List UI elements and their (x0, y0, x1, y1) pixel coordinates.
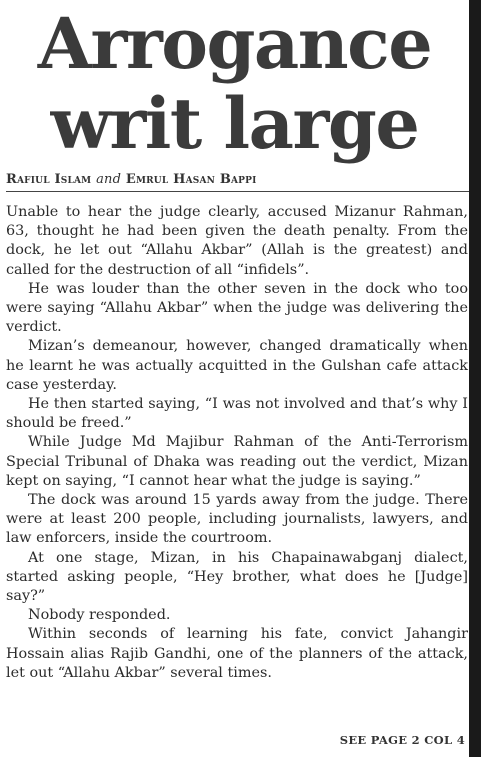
page-edge-border (469, 0, 481, 757)
paragraph-9: Within seconds of learning his fate, convict Jahangir Hossain alias Rajib Gandhi, one of the planners of the attack, let out “Allahu Akbar” several times. (6, 626, 468, 681)
paragraph-2: He was louder than the other seven in the dock who too were saying “Allahu Akbar” when the judge was delivering the verdict. (6, 280, 468, 336)
byline-conjunction: and (96, 172, 122, 187)
headline-line-1: Arrogance (37, 2, 432, 85)
paragraph-7: At one stage, Mizan, in his Chapainawabganj dialect, started asking people, “Hey brother, what does he [Judge] say?” (6, 549, 468, 605)
headline (0, 4, 469, 164)
continued-on-link[interactable]: SEE PAGE 2 COL 4 (339, 733, 465, 747)
paragraph-6: The dock was around 15 yards away from the judge. There were at least 200 people, including journalists, lawyers, and law enforcers, inside the courtroom. (6, 492, 468, 547)
byline-author-1: Rafiul Islam (6, 172, 92, 187)
paragraph-3: Mizan’s demeanour, however, changed dramatically when he learnt he was actually acquitted in the Gulshan cafe attack case yesterday. (6, 338, 468, 393)
byline-author-2: Emrul Hasan Bappi (125, 172, 257, 187)
paragraph-4: He then started saying, “I was not involved and that’s why I should be freed.” (6, 396, 468, 432)
byline-divider (6, 191, 469, 192)
headline-line-2: writ large (50, 82, 419, 165)
article-body (6, 203, 468, 683)
paragraph-5: While Judge Md Majibur Rahman of the Anti-Terrorism Special Tribunal of Dhaka was reading out the verdict, Mizan kept on saying, “I cannot hear what the judge is saying.” (6, 434, 468, 489)
paragraph-1: Unable to hear the judge clearly, accused Mizanur Rahman, 63, thought he had been given the death penalty. From the dock, he let out “Allahu Akbar” (Allah is the greatest) and called for the destruction of all “infidels”. (6, 204, 468, 278)
paragraph-8: Nobody responded. (28, 607, 171, 624)
byline (6, 172, 257, 187)
